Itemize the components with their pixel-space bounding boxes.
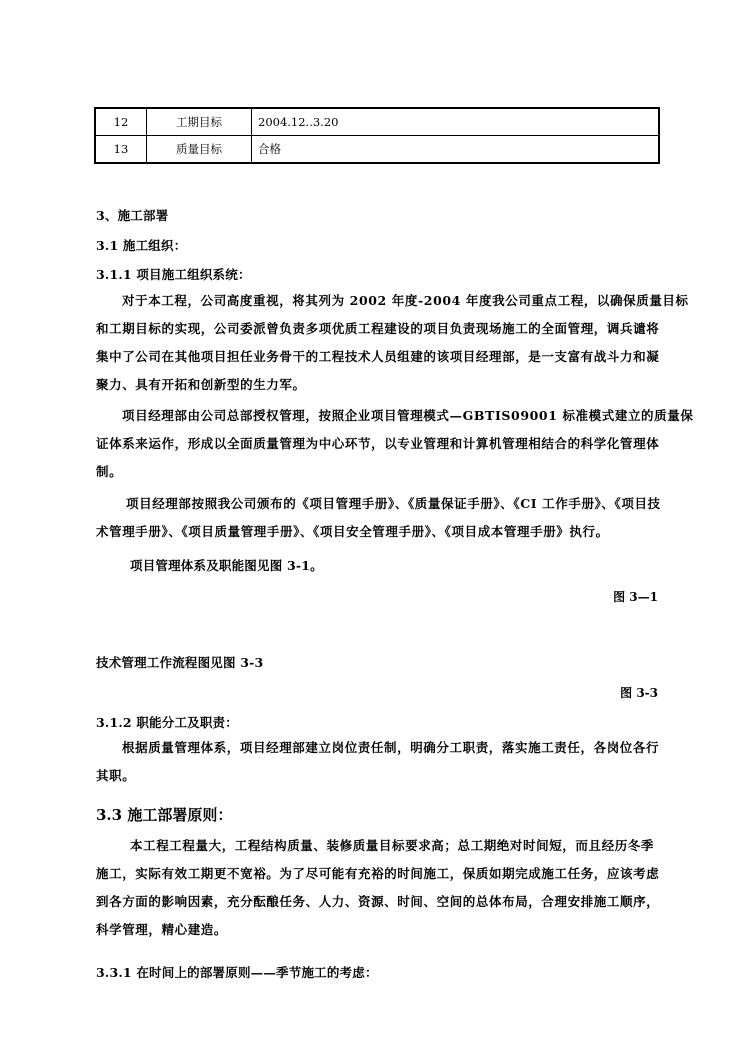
figure-label-3-3: 图 3-3 [620,686,658,700]
figure-label-3-1: 图 3—1 [613,590,658,604]
table-cell-value: 2004.12..3.20 [252,108,660,136]
paragraph-deployment-principles: 本工程工程量大，工程结构质量、装修质量目标要求高；总工期绝对时间短，而且经历冬季 施工，实际有效工期更不宽裕。为了尽可能有充裕的时间施工，保质如期完成施工任务，应该考虑 到各方面的影响因素，充分酝酿任务、人力、资源、时间、空间的总体布局，合理安排施工顺序， 科学管理，精心建造。 [96,838,660,937]
paragraph-tech-flow-ref: 技术管理工作流程图见图 3-3 [96,655,264,670]
table-cell-index: 12 [95,108,147,136]
table-row [95,136,659,164]
paragraph-manuals: 项目经理部按照我公司颁布的《项目管理手册》、《质量保证手册》、《CI 工作手册》、《项目技 术管理手册》、《项目质量管理手册》、《项目安全管理手册》、《项目成本管理手册》执行。 [96,496,661,539]
section-heading-3-3-1: 3.3.1 在时间上的部署原则——季节施工的考虑： [96,965,378,980]
table-row [95,108,659,136]
section-heading-3: 3、施工部署 [96,208,169,223]
table-cell-index: 13 [95,136,147,164]
paragraph-intro: 对于本工程，公司高度重视，将其列为 2002 年度-2004 年度我公司重点工程，以确保质量目标 和工期目标的实现，公司委派曾负责多项优质工程建设的项目负责现场施工的全面管理，调兵谴将 集中了公司在其他项目担任业务骨干的工程技术人员组建的该项目经理部，是一支富有战斗力和凝 聚力、具有开拓和创新型的生力军。 [96,293,689,392]
table-cell-value: 合格 [252,136,660,164]
table-cell-item: 工期目标 [147,108,252,136]
section-heading-3-1: 3.1 施工组织： [96,238,187,253]
goals-table [94,107,660,164]
section-heading-3-3: 3.3 施工部署原则： [96,806,233,824]
table-cell-item: 质量目标 [147,136,252,164]
paragraph-management-mode: 项目经理部由公司总部授权管理，按照企业项目管理模式—GBTIS09001 标准模式建立的质量保 证体系来运作，形成以全面质量管理为中心环节，以专业管理和计算机管理相结合的科学化管理体 制。 [96,408,694,479]
paragraph-responsibilities: 根据质量管理体系，项目经理部建立岗位责任制，明确分工职责，落实施工责任，各岗位各行 其职。 [96,740,660,783]
section-heading-3-1-2: 3.1.2 职能分工及职责： [96,715,238,730]
section-heading-3-1-1: 3.1.1 项目施工组织系统： [96,267,251,282]
paragraph-org-chart-ref: 项目管理体系及职能图见图 3-1。 [130,558,323,573]
